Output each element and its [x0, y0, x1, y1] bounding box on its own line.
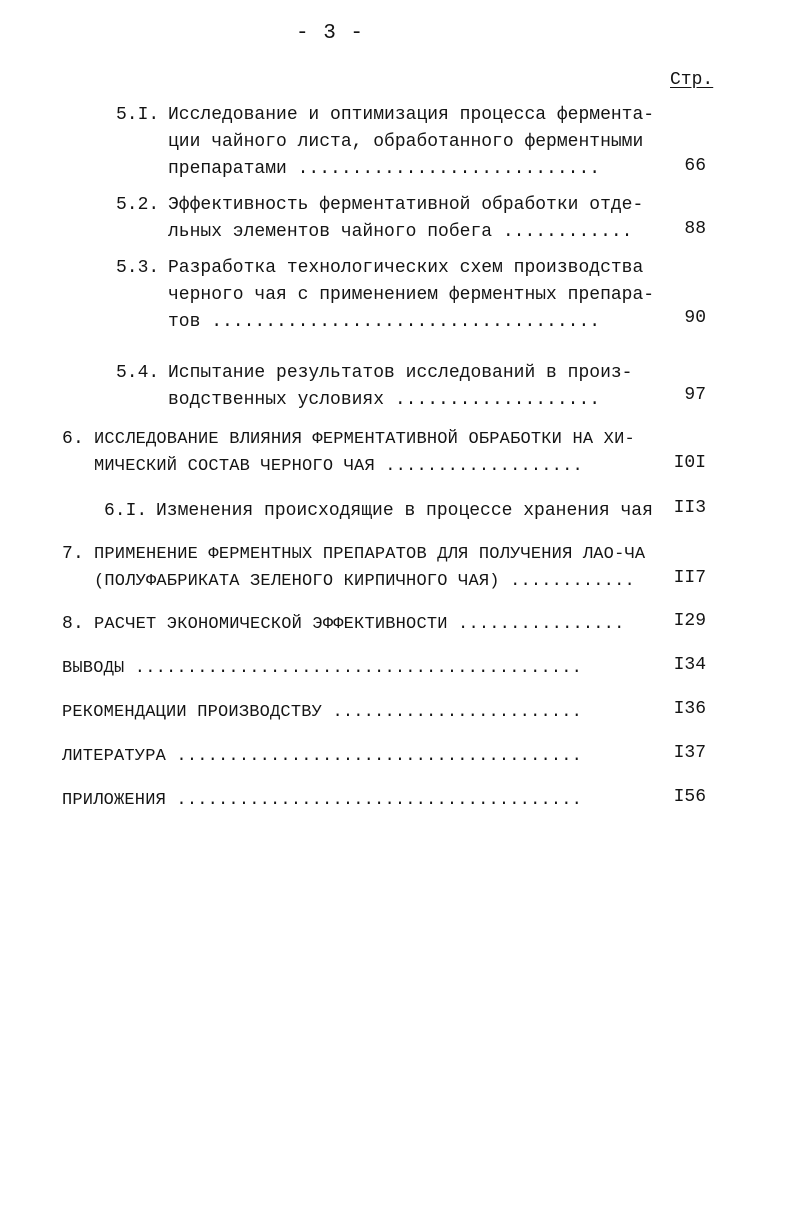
toc-entry-title-line: МИЧЕСКИЙ СОСТАВ ЧЕРНОГО ЧАЯ ................... — [94, 457, 583, 476]
toc-entry-5-4 — [116, 360, 632, 414]
toc-entry-title-line: РЕКОМЕНДАЦИИ ПРОИЗВОДСТВУ ........................ — [62, 703, 583, 722]
toc-entry-title-line: льных элементов чайного побега ............ — [168, 222, 633, 242]
toc-entry-8 — [62, 611, 625, 638]
toc-entry-title-line: Изменения происходящие в процессе хранения чая — [156, 501, 653, 521]
toc-entry-number: 5.I. — [116, 105, 160, 125]
toc-entry-number: 8. — [62, 614, 85, 634]
toc-entry-appendices — [62, 787, 582, 814]
toc-entry-title-line: ции чайного листа, обработанного ферментными — [168, 132, 644, 152]
toc-entry-5-3 — [116, 255, 654, 336]
toc-entry-number: 6. — [62, 429, 85, 449]
toc-entry-number: 5.4. — [116, 363, 160, 383]
toc-entry-title-line: ПРИМЕНЕНИЕ ФЕРМЕНТНЫХ ПРЕПАРАТОВ ДЛЯ ПОЛУЧЕНИЯ ЛАО-ЧА — [94, 545, 646, 564]
toc-entry-5-2 — [116, 192, 643, 246]
toc-page-number: 88 — [684, 219, 706, 239]
toc-entry-number: 6.I. — [104, 501, 148, 521]
toc-page-number: I34 — [673, 655, 706, 675]
toc-entry-number: 7. — [62, 544, 85, 564]
toc-page-number: I29 — [673, 611, 706, 631]
toc-page-number: I0I — [673, 453, 706, 473]
toc-entry-title-line: тов .................................... — [168, 312, 601, 332]
toc-entry-title-line: ЛИТЕРАТУРА ....................................... — [62, 747, 583, 766]
toc-entry-title-line: водственных условиях ................... — [168, 390, 601, 410]
toc-entry-title-line: ВЫВОДЫ ........................................... — [62, 659, 583, 678]
toc-page-number: 90 — [684, 308, 706, 328]
toc-entry-title-line: Эффективность ферментативной обработки отде- — [168, 195, 644, 215]
toc-page-number: I56 — [673, 787, 706, 807]
toc-entry-title-line: (ПОЛУФАБРИКАТА ЗЕЛЕНОГО КИРПИЧНОГО ЧАЯ) ............ — [94, 572, 635, 591]
page-number: - 3 - — [296, 22, 365, 45]
page-column-label: Стр. — [670, 70, 714, 90]
toc-entry-5-1 — [116, 102, 654, 183]
toc-entry-title-line: препаратами ............................ — [168, 159, 601, 179]
toc-page-number: II7 — [673, 568, 706, 588]
toc-entry-6-1 — [104, 498, 653, 525]
toc-entry-title-line: Разработка технологических схем производства — [168, 258, 644, 278]
toc-page-number: 66 — [684, 156, 706, 176]
toc-entry-title-line: черного чая с применением ферментных препара- — [168, 285, 655, 305]
toc-entry-literature — [62, 743, 582, 770]
toc-entry-recommendations — [62, 699, 582, 726]
toc-entry-title-line: Исследование и оптимизация процесса фермента- — [168, 105, 655, 125]
toc-page-number: I36 — [673, 699, 706, 719]
toc-entry-title-line: РАСЧЕТ ЭКОНОМИЧЕСКОЙ ЭФФЕКТИВНОСТИ ................ — [94, 615, 625, 634]
toc-entry-number: 5.2. — [116, 195, 160, 215]
toc-page-number: I37 — [673, 743, 706, 763]
toc-entry-title-line: Испытание результатов исследований в произ- — [168, 363, 633, 383]
toc-entry-6 — [62, 426, 635, 480]
toc-page-number: 97 — [684, 385, 706, 405]
toc-page-number: II3 — [673, 498, 706, 518]
toc-entry-7 — [62, 541, 645, 595]
toc-entry-conclusions — [62, 655, 582, 682]
toc-entry-title-line: ИССЛЕДОВАНИЕ ВЛИЯНИЯ ФЕРМЕНТАТИВНОЙ ОБРАБОТКИ НА ХИ- — [94, 430, 635, 449]
toc-entry-title-line: ПРИЛОЖЕНИЯ ....................................... — [62, 791, 583, 810]
toc-entry-number: 5.3. — [116, 258, 160, 278]
